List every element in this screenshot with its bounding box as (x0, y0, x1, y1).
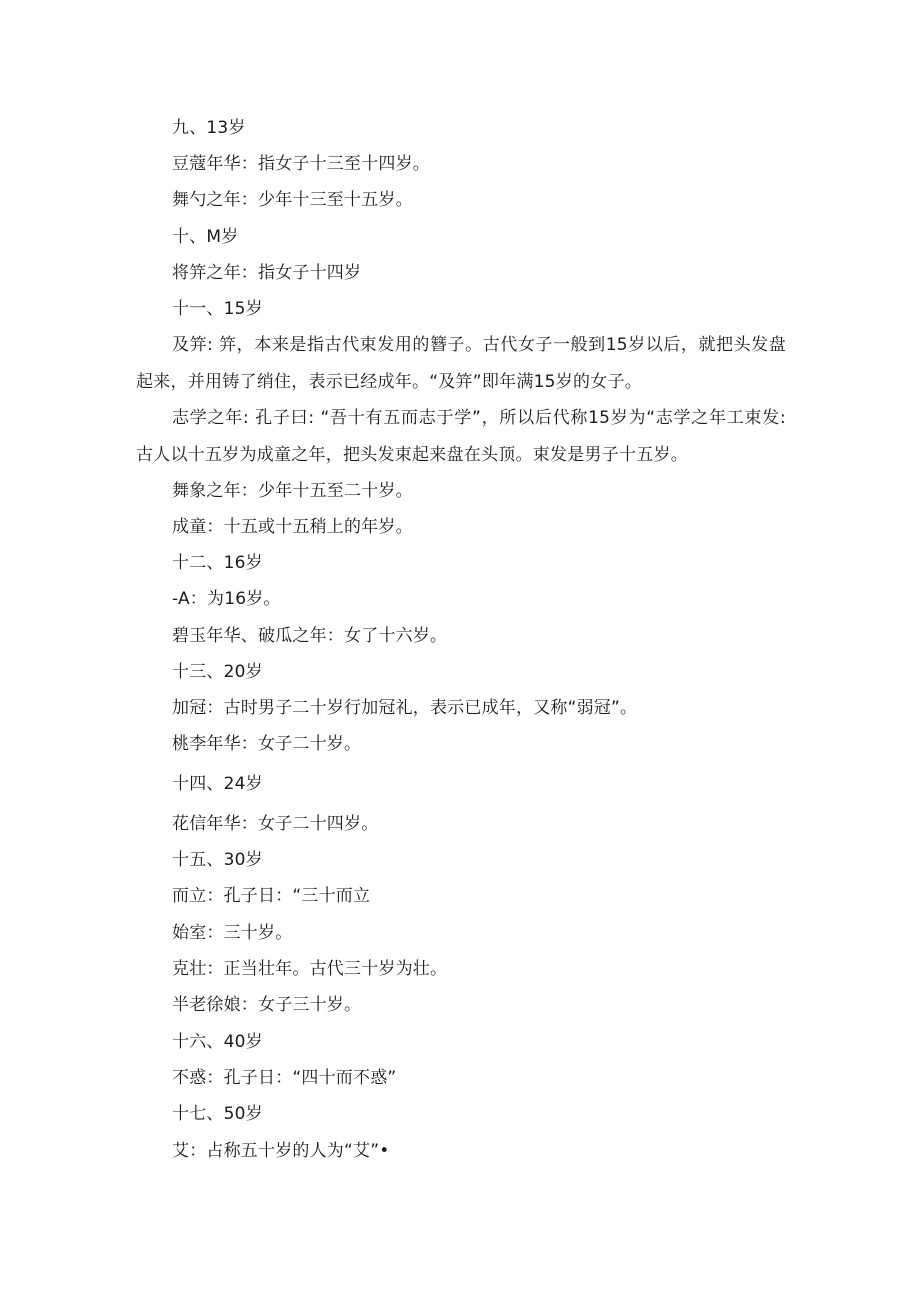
section-heading-50: 十七、50岁 (172, 1104, 263, 1124)
section-heading-14: 十、M岁 (172, 227, 239, 247)
entry-wuxiang: 舞象之年：少年十五至二十岁。 (172, 481, 413, 501)
section-heading-20: 十三、20岁 (172, 662, 263, 682)
entry-erli: 而立：孔子日：“三十而立 (172, 886, 371, 906)
entry-shishi: 始室：三十岁。 (172, 923, 293, 943)
entry-wushao: 舞勺之年：少年十三至十五岁。 (172, 190, 413, 210)
section-heading-16: 十二、16岁 (172, 553, 263, 573)
entry-banlao: 半老徐娘：女子三十岁。 (172, 995, 362, 1015)
entry-buhuo: 不惑：孔子日：“四十而不惑” (172, 1068, 397, 1088)
section-heading-40: 十六、40岁 (172, 1032, 263, 1052)
entry-biyu: 碧玉年华、破瓜之年：女了十六岁。 (172, 626, 448, 646)
section-heading-15: 十一、15岁 (172, 299, 263, 319)
entry-jiji: 及笄: 笄，本来是指古代束发用的簪子。古代女子一般到15岁以后，就把头发盘起来，并用铸了绡住，表示已经成年。“及笄”即年满15岁的女子。 (136, 335, 786, 392)
entry-ai: 艾：占称五十岁的人为“艾”• (172, 1141, 390, 1161)
entry-jiangji: 将笄之年：指女子十四岁 (172, 263, 362, 283)
entry-huaxin: 花信年华：女子二十四岁。 (172, 814, 379, 834)
entry-taoli: 桃李年华：女子二十岁。 (172, 734, 362, 754)
entry-doukou: 豆蔻年华：指女子十三至十四岁。 (172, 154, 430, 174)
entry-jiaguan: 加冠：古时男子二十岁行加冠礼，表示已成年，又称“弱冠”。 (172, 698, 638, 718)
entry-zhixue: 志学之年: 孔子曰: “吾十有五而志于学”，所以后代称15岁为“志学之年工束发: 古人以十五岁为成童之年，把头发束起来盘在头顶。束发是男子十五岁。 (136, 408, 786, 465)
section-heading-24: 十四、24岁 (172, 774, 263, 794)
section-heading-13: 九、13岁 (172, 118, 246, 138)
entry-kezhuang: 克壮：正当壮年。古代三十岁为壮。 (172, 959, 448, 979)
entry-16: -A：为16岁。 (172, 589, 281, 609)
entry-chengtong: 成童：十五或十五稍上的年岁。 (172, 517, 413, 537)
section-heading-30: 十五、30岁 (172, 850, 263, 870)
